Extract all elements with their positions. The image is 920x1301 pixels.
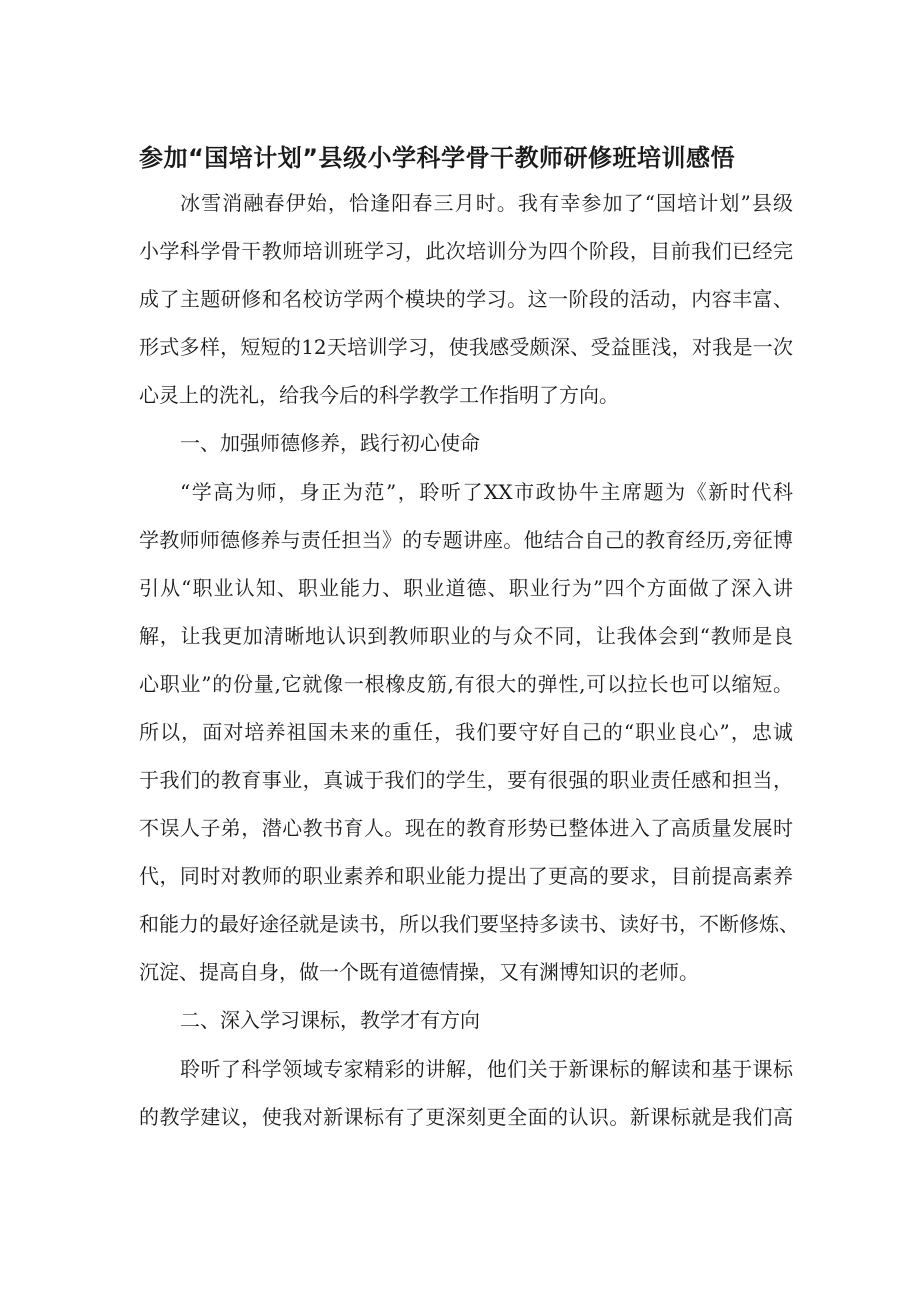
paragraph-line: 的教学建议，使我对新课标有了更深刻更全面的认识。新课标就是我们高 <box>139 1105 793 1129</box>
paragraph-line: 成了主题研修和名校访学两个模块的学习。这一阶段的活动，内容丰富、 <box>139 287 793 311</box>
paragraph-line: 沉淀、提高自身，做一个既有道德情操，又有渊博知识的老师。 <box>139 960 699 984</box>
paragraph-line: 不误人子弟，潜心教书育人。现在的教育形势已整体进入了高质量发展时 <box>139 816 793 840</box>
paragraph-line: 所以，面对培养祖国未来的重任，我们要守好自己的“职业良心”，忠诚 <box>139 720 793 744</box>
paragraph-line: 引从“职业认知、职业能力、职业道德、职业行为”四个方面做了深入讲 <box>139 576 793 600</box>
paragraph-line: 心职业”的份量,它就像一根橡皮筋,有很大的弹性,可以拉长也可以缩短。 <box>139 672 793 696</box>
paragraph-line: 和能力的最好途径就是读书，所以我们要坚持多读书、读好书，不断修炼、 <box>139 912 799 936</box>
paragraph-line: 心灵上的洗礼，给我今后的科学教学工作指明了方向。 <box>139 383 619 407</box>
paragraph-line: 解，让我更加清晰地认识到教师职业的与众不同，让我体会到“教师是良 <box>139 624 793 648</box>
paragraph-line: 冰雪消融春伊始，恰逢阳春三月时。我有幸参加了“国培计划”县级 <box>180 191 793 215</box>
paragraph-line: “学高为师，身正为范”，聆听了XX市政协牛主席题为《新时代科 <box>180 480 793 504</box>
section-heading-1: 一、加强师德修养，践行初心使命 <box>180 431 480 455</box>
document-title: 参加“国培计划”县级小学科学骨干教师研修班培训感悟 <box>139 144 736 172</box>
paragraph-line: 形式多样，短短的12天培训学习，使我感受颇深、受益匪浅，对我是一次 <box>139 335 793 359</box>
paragraph-line: 学教师师德修养与责任担当》的专题讲座。他结合自己的教育经历,旁征博 <box>139 528 793 552</box>
paragraph-line: 代，同时对教师的职业素养和职业能力提出了更高的要求，目前提高素养 <box>139 864 793 888</box>
paragraph-line: 于我们的教育事业，真诚于我们的学生，要有很强的职业责任感和担当， <box>139 768 793 792</box>
section-heading-2: 二、深入学习课标，教学才有方向 <box>180 1008 480 1032</box>
paragraph-line: 聆听了科学领域专家精彩的讲解，他们关于新课标的解读和基于课标 <box>180 1057 793 1081</box>
paragraph-line: 小学科学骨干教师培训班学习，此次培训分为四个阶段，目前我们已经完 <box>139 239 793 263</box>
